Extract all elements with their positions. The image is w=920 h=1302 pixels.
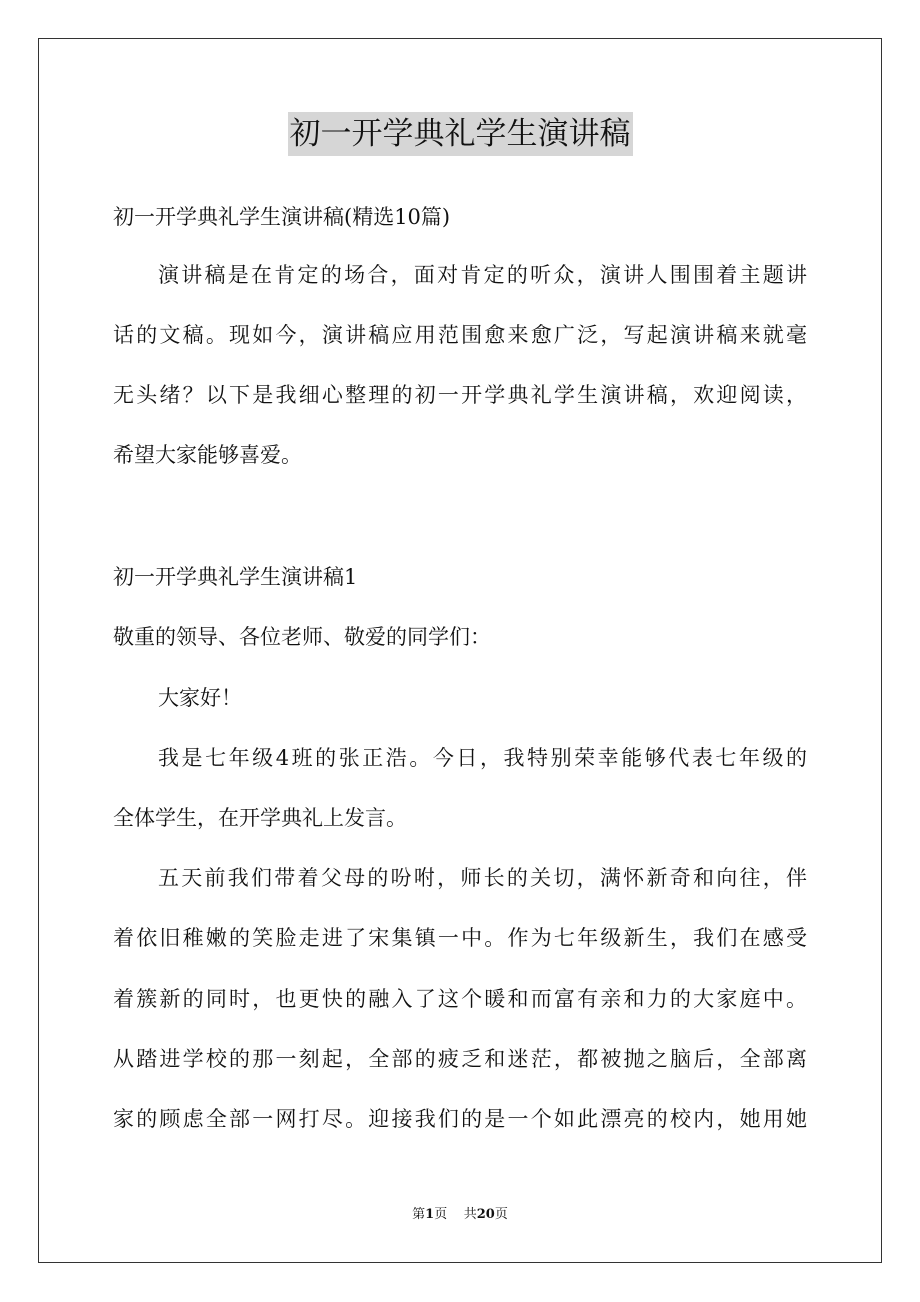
document-subtitle: 初一开学典礼学生演讲稿(精选10篇) — [113, 205, 451, 229]
para2-line-5: 家的顾虑全部一网打尽。迎接我们的是一个如此漂亮的校内，她用她 — [113, 1107, 807, 1131]
para2-line-3: 着簇新的同时，也更快的融入了这个暖和而富有亲和力的大家庭中。 — [113, 987, 807, 1011]
intro-line-2: 话的文稿。现如今，演讲稿应用范围愈来愈广泛，写起演讲稿来就毫 — [113, 323, 807, 347]
total-pages: 20 — [476, 1207, 495, 1222]
page-unit: 页 — [434, 1207, 448, 1222]
title-container — [0, 112, 920, 156]
greeting: 大家好！ — [158, 686, 242, 710]
intro-line-4: 希望大家能够喜爱。 — [113, 443, 302, 467]
document-title: 初一开学典礼学生演讲稿 — [288, 112, 633, 156]
para2-line-2: 着依旧稚嫩的笑脸走进了宋集镇一中。作为七年级新生，我们在感受 — [113, 926, 807, 950]
para1-line-2: 全体学生，在开学典礼上发言。 — [113, 806, 407, 830]
intro-line-1: 演讲稿是在肯定的场合，面对肯定的听众，演讲人围围着主题讲 — [158, 263, 807, 287]
total-unit: 页 — [494, 1207, 508, 1222]
page-number: 1 — [425, 1207, 435, 1222]
salutation: 敬重的领导、各位老师、敬爱的同学们： — [113, 625, 491, 649]
page-prefix: 第 — [412, 1207, 426, 1222]
page-footer — [0, 1206, 920, 1224]
total-prefix: 共 — [463, 1207, 477, 1222]
para1-line-1: 我是七年级4班的张正浩。今日，我特别荣幸能够代表七年级的 — [158, 746, 807, 770]
section-heading: 初一开学典礼学生演讲稿1 — [113, 565, 358, 589]
intro-line-3: 无头绪？以下是我细心整理的初一开学典礼学生演讲稿，欢迎阅读， — [113, 383, 807, 407]
para2-line-1: 五天前我们带着父母的吩咐，师长的关切，满怀新奇和向往，伴 — [158, 866, 807, 890]
para2-line-4: 从踏进学校的那一刻起，全部的疲乏和迷茫，都被抛之脑后，全部离 — [113, 1047, 807, 1071]
